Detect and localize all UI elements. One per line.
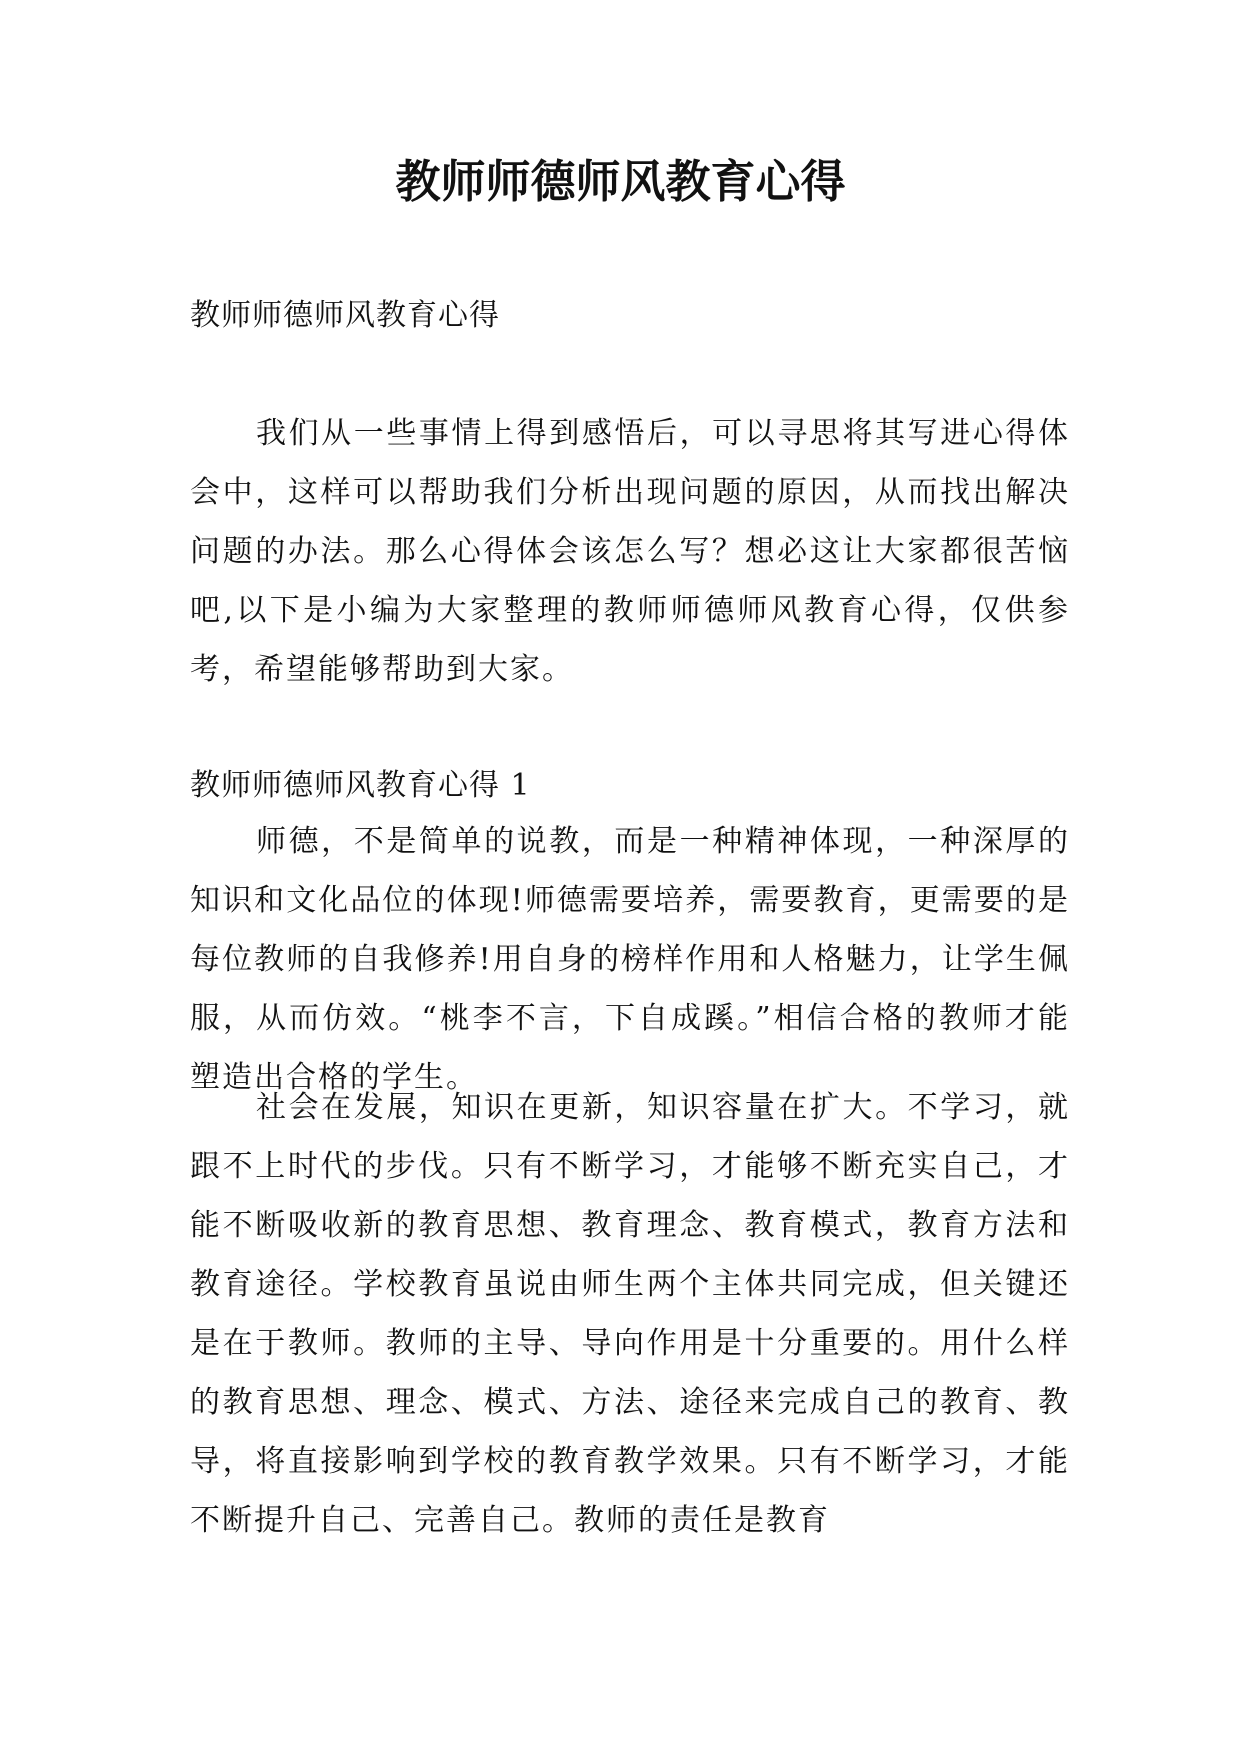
document-subtitle: 教师师德师风教育心得	[190, 298, 500, 333]
intro-paragraph: 我们从一些事情上得到感悟后，可以寻思将其写进心得体会中，这样可以帮助我们分析出现问题的原因，从而找出解决问题的办法。那么心得体会该怎么写？想必这让大家都很苦恼吧,以下是小编为大家整理的教师师德师风教育心得，仅供参考，希望能够帮助到大家。	[190, 416, 1070, 687]
section-paragraph: 师德，不是简单的说教，而是一种精神体现，一种深厚的知识和文化品位的体现!师德需要培养，需要教育，更需要的是每位教师的自我修养!用自身的榜样作用和人格魅力，让学生佩服，从而仿效。“桃李不言，下自成蹊。”相信合格的教师才能塑造出合格的学生。	[190, 824, 1070, 1095]
section-paragraph: 社会在发展，知识在更新，知识容量在扩大。不学习，就跟不上时代的步伐。只有不断学习，才能够不断充实自己，才能不断吸收新的教育思想、教育理念、教育模式，教育方法和教育途径。学校教育虽说由师生两个主体共同完成，但关键还是在于教师。教师的主导、导向作用是十分重要的。用什么样的教育思想、理念、模式、方法、途径来完成自己的教育、教导，将直接影响到学校的教育教学效果。只有不断学习，才能不断提升自己、完善自己。教师的责任是教育	[190, 1090, 1070, 1538]
document-title: 教师师德师风教育心得	[395, 155, 846, 208]
section-heading: 教师师德师风教育心得 1	[190, 768, 531, 803]
